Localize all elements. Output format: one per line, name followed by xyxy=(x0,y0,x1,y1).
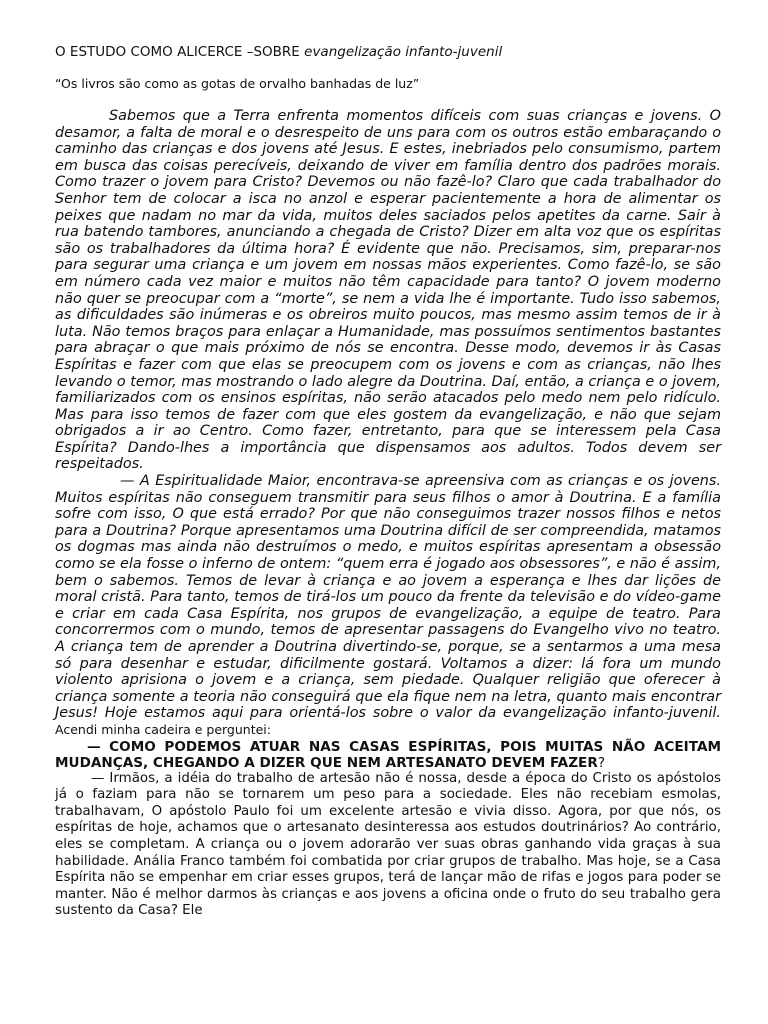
document-title xyxy=(55,44,721,60)
question-mark: ? xyxy=(597,754,606,771)
question-text: — COMO PODEMOS ATUAR NAS CASAS ESPÍRITAS, POIS MUITAS NÃO ACEITAM MUDANÇAS, CHEGANDO A DIZER QUE NEM ARTESANATO DEVEM FAZER xyxy=(55,738,721,771)
title-prefix: O ESTUDO COMO ALICERCE –SOBRE xyxy=(55,44,305,60)
document-page xyxy=(55,44,721,920)
interview-question xyxy=(55,739,721,771)
title-subject: evangelização infanto-juvenil xyxy=(304,44,503,60)
epigraph-quote: “Os livros são como as gotas de orvalho banhadas de luz” xyxy=(55,76,420,91)
paragraph-2 xyxy=(55,473,721,739)
interview-answer: — Irmãos, a idéia do trabalho de artesão não é nossa, desde a época do Cristo os apóstolos já o faziam para não se tornarem um peso para a sociedade. Eles não recebiam esmolas, trabalhavam, O apóstolo Paulo foi um excelente artesão e vivia disso. Agora, por que nós, os espíritas de hoje, achamos que o artesanato desinteressa aos estudos doutrinários? Ao contrário, eles se completam. A criança ou o jovem adorarão ver suas obras ganhando vida graças à sua habilidade. Anália Franco também foi combatida por criar grupos de trabalho. Mas hoje, se a Casa Espírita não se empenhar em criar esses grupos, terá de lançar mão de rifas e jogos para poder se manter. Não é melhor darmos às crianças e aos jovens a oficina onde o fruto do seu trabalho gera sustento da Casa? Ele xyxy=(55,770,721,919)
paragraph-2-tail: Acendi minha cadeira e perguntei: xyxy=(55,721,271,737)
paragraph-1: Sabemos que a Terra enfrenta momentos difíceis com suas crianças e jovens. O desamor, a falta de moral e o desrespeito de uns para com os outros estão embaraçando o caminho das crianças e dos jovens até Jesus. E estes, inebriados pelo consumismo, partem em busca das coisas perecíveis, deixando de viver em família dentro dos padrões morais. Como trazer o jovem para Cristo? Devemos ou não fazê-lo? Claro que cada trabalhador do Senhor tem de colocar a isca no anzol e esperar pacientemente a hora de alimentar os peixes que nadam no mar da vida, muitos deles saciados pelos apetites da carne. Sair à rua batendo tambores, anunciando a chegada de Cristo? Dizer em alta voz que os espíritas são os trabalhadores da última hora? É evidente que não. Precisamos, sim, preparar-nos para segurar uma criança e um jovem em nossas mãos experientes. Como fazê-lo, se são em número cada vez maior e muitos não têm capacidade para tanto? O jovem moderno não quer se preocupar com a “morte”, se nem a vida lhe é importante. Tudo isso sabemos, as dificuldades são inúmeras e os obreiros muito poucos, mas mesmo assim temos de ir à luta. Não temos braços para enlaçar a Humanidade, mas possuímos sentimentos bastantes para abraçar o que mais próximo de nós se encontra. Desse modo, devemos ir às Casas Espíritas e fazer com que elas se preocupem com os jovens e com as crianças, não lhes levando o temor, mas mostrando o lado alegre da Doutrina. Daí, então, a criança e o jovem, familiarizados com os ensinos espíritas, não serão atacados pelo medo nem pelo ridículo. Mas para isso temos de fazer com que eles gostem da evangelização, e não que sejam obrigados a ir ao Centro. Como fazer, entretanto, para que se interessem pela Casa Espírita? Dando-lhes a importância que dispensamos aos adultos. Todos devem ser respeitados. xyxy=(55,108,722,473)
paragraph-2-text: — A Espiritualidade Maior, encontrava-se apreensiva com as crianças e os jovens. Muitos espíritas não conseguem transmitir para seus filhos o amor à Doutrina. E a família sofre com isso, O que está errado? Por que não conseguimos trazer nossos filhos e netos para a Doutrina? Porque apresentamos uma Doutrina difícil de ser compreendida, matamos os dogmas mas ainda não destruímos o medo, e muitos espíritas apresentam a obsessão como se ela fosse o inferno de ontem: “quem erra é jogado aos obsessores”, e não é assim, bem o sabemos. Temos de levar à criança e ao jovem a esperança e lhes dar lições de moral cristã. Para tanto, temos de tirá-los um pouco da frente da televisão e do vídeo-game e criar em cada Casa Espírita, nos grupos de evangelização, a equipe de teatro. Para concorrermos com o mundo, temos de apresentar passagens do Evangelho vivo no teatro. A criança tem de aprender a Doutrina divertindo-se, porque, se a sentarmos a uma mesa só para desenhar e estudar, dificilmente gostará. Voltamos a dizer: lá fora um mundo violento aprisiona o jovem e a criança, sem piedade. Qualquer religião que oferecer à criança somente a teoria não conseguirá que ela fique nem na letra, quanto mais encontrar Jesus! Hoje estamos aqui para orientá-los sobre o valor da evangelização infanto-juvenil. xyxy=(55,473,722,722)
